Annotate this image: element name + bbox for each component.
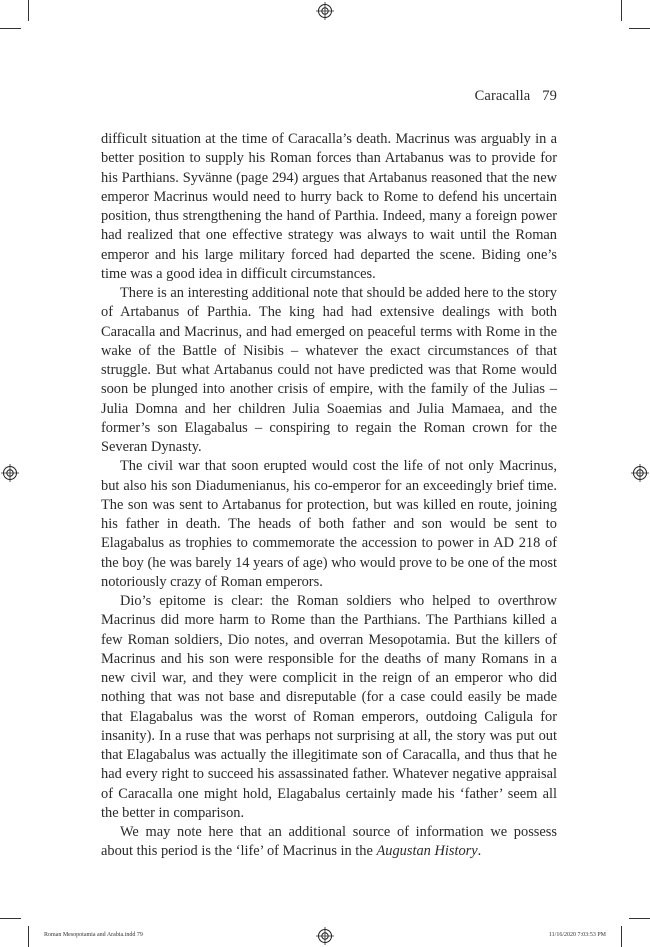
slug-datetime: 11/16/2020 7:03:53 PM [548, 932, 606, 938]
paragraph: difficult situation at the time of Caracalla’s death. Macrinus was arguably in a better position to supply his Roman forces than Artabanus was to provide for his Parthians. Syvänne (page 294) argues that Artabanus reasoned that the new emperor Macrinus would need to hurry back to Rome to defend his uncertain position, thus strengthening the hand of Parthia. Indeed, many a foreign power had realized that one effective strategy was always to wait until the Roman emperor and his large military forced had departed the scene. Biding one’s time was a good idea in difficult circumstances. [101, 131, 557, 282]
paragraph: There is an interesting additional note that should be added here to the story of Artabanus of Parthia. The king had had extensive dealings with both Caracalla and Macrinus, and had emerged on peaceful terms with Rome in the wake of the Battle of Nisibis – whatever the exact circumstances of that struggle. But what Artabanus could not have predicted was that Rome would soon be plunged into another crisis of empire, with the family of the Julias – Julia Domna and her children Julia Soaemias and Julia Mamaea, and the former’s son Elagabalus – conspiring to regain the Roman crown for the Severan Dynasty. [101, 285, 557, 455]
crop-mark [0, 28, 21, 29]
crop-mark [629, 918, 650, 919]
paragraph-text: We may note here that an additional source of information we possess about this period is the ‘life’ of Macrinus in the [101, 824, 557, 860]
paragraph: Dio’s epitome is clear: the Roman soldiers who helped to overthrow Macrinus did more harm to Rome than the Parthians. The Parthians killed a few Roman soldiers, Dio notes, and overran Mesopotamia. But the killers of Macrinus and his son were responsible for the deaths of many Romans in a new civil war, and they were complicit in the reign of an emperor who did nothing that was not base and disreputable (for a case could easily be made that Elagabalus was the worst of Roman emperors, outdoing Caligula for insanity). In a ruse that was perhaps not surprising at all, the story was put out that Elagabalus was actually the illegitimate son of Caracalla, and thus that he had every right to succeed his assassinated father. Whatever negative appraisal of Caracalla one might hold, Elagabalus certainly made his ‘father’ seem all the better in comparison. [101, 593, 557, 821]
paragraph [101, 823, 557, 862]
crop-mark [0, 918, 21, 919]
crop-mark [28, 0, 29, 21]
body-text [101, 130, 557, 862]
crop-mark [621, 0, 622, 21]
paragraph-text: . [477, 843, 482, 860]
crop-mark [629, 28, 650, 29]
page-number: 79 [542, 88, 557, 104]
crop-mark [621, 926, 622, 947]
running-title: Caracalla [474, 88, 531, 104]
paragraph: The civil war that soon erupted would cost the life of not only Macrinus, but also his son Diadumenianus, his co-emperor for an exceedingly brief time. The son was sent to Artabanus for protection, but was killed en route, joining his father in death. The heads of both father and son would be sent to Elagabalus as trophies to commemorate the accession to power in AD 218 of the boy (he was barely 14 years of age) who would prove to be one of the most notoriously crazy of Roman emperors. [101, 458, 557, 590]
registration-mark-icon [316, 2, 334, 20]
book-title: Augustan History [376, 843, 478, 860]
registration-mark-icon [631, 464, 649, 482]
registration-mark-icon [316, 927, 334, 945]
registration-mark-icon [1, 464, 19, 482]
running-head [475, 88, 557, 105]
slug-file: Roman Mesopotamia and Arabia.indd 79 [44, 932, 143, 938]
crop-mark [28, 926, 29, 947]
